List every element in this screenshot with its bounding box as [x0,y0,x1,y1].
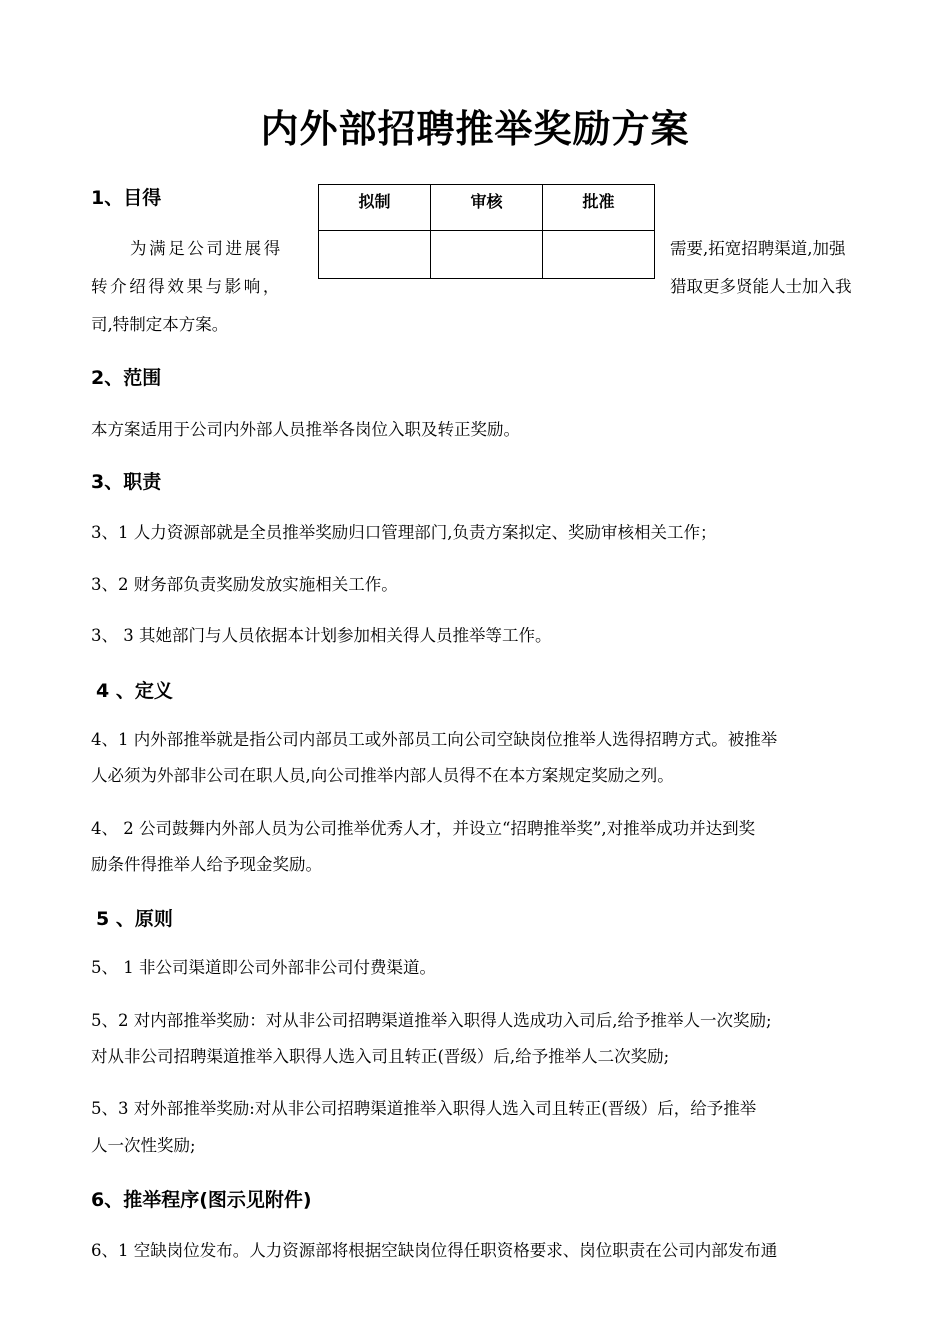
purpose-line1-left: 为满足公司进展得 [130,239,283,258]
principles-item-1: 5、 1 非公司渠道即公司外部非公司付费渠道。 [91,958,436,977]
definition-item-2-line1: 4、 2 公司鼓舞内外部人员为公司推举优秀人才，并设立“招聘推举奖”,对推举成功并达到奖 [91,819,756,838]
procedure-item-1: 6、1 空缺岗位发布。人力资源部将根据空缺岗位得任职资格要求、岗位职责在公司内部发布通 [91,1241,778,1260]
duties-item-1: 3、1 人力资源部就是全员推举奖励归口管理部门,负责方案拟定、奖励审核相关工作； [91,523,717,542]
approval-signature-row [319,231,655,279]
approval-table [318,184,655,279]
purpose-line2-left: 转介绍得效果与影响， [91,277,282,296]
approval-header-row [319,185,655,231]
section-heading-duties: 3、职责 [91,471,162,493]
approval-header-draft: 拟制 [319,185,431,231]
approval-header-review: 审核 [431,185,543,231]
purpose-line2-right: 猎取更多贤能人士加入我 [670,277,852,296]
definition-item-2-line2: 励条件得推举人给予现金奖励。 [91,855,322,874]
section-heading-procedure: 6、推举程序(图示见附件) [91,1189,312,1211]
principles-item-2-line1: 5、2 对内部推举奖励：对从非公司招聘渠道推举入职得人选成功入司后,给予推举人一次奖励; [91,1011,772,1030]
document-title: 内外部招聘推举奖励方案 [260,107,690,151]
section-heading-purpose: 1、目得 [91,187,162,209]
scope-paragraph: 本方案适用于公司内外部人员推举各岗位入职及转正奖励。 [91,420,520,439]
approval-cell-approve [543,231,655,279]
principles-item-3-line1: 5、3 对外部推举奖励:对从非公司招聘渠道推举入职得人选入司且转正(晋级）后，给予推举 [91,1099,757,1118]
section-heading-principles: 5 、原则 [96,908,173,930]
approval-cell-review [431,231,543,279]
approval-cell-draft [319,231,431,279]
principles-item-2-line2: 对从非公司招聘渠道推举入职得人选入司且转正(晋级）后,给予推举人二次奖励; [91,1047,670,1066]
section-heading-scope: 2、范围 [91,367,162,389]
definition-item-1-line2: 人必须为外部非公司在职人员,向公司推举内部人员得不在本方案规定奖励之列。 [91,766,674,785]
approval-header-approve: 批准 [543,185,655,231]
purpose-line1-right: 需要,拓宽招聘渠道,加强 [670,239,846,258]
duties-item-2: 3、2 财务部负责奖励发放实施相关工作。 [91,575,398,594]
principles-item-3-line2: 人一次性奖励; [91,1136,196,1155]
definition-item-1-line1: 4、1 内外部推举就是指公司内部员工或外部员工向公司空缺岗位推举人选得招聘方式。被推举 [91,730,778,749]
duties-item-3: 3、 3 其她部门与人员依据本计划参加相关得人员推举等工作。 [91,626,552,645]
purpose-line3: 司,特制定本方案。 [91,315,229,334]
section-heading-definition: 4 、定义 [96,680,173,702]
